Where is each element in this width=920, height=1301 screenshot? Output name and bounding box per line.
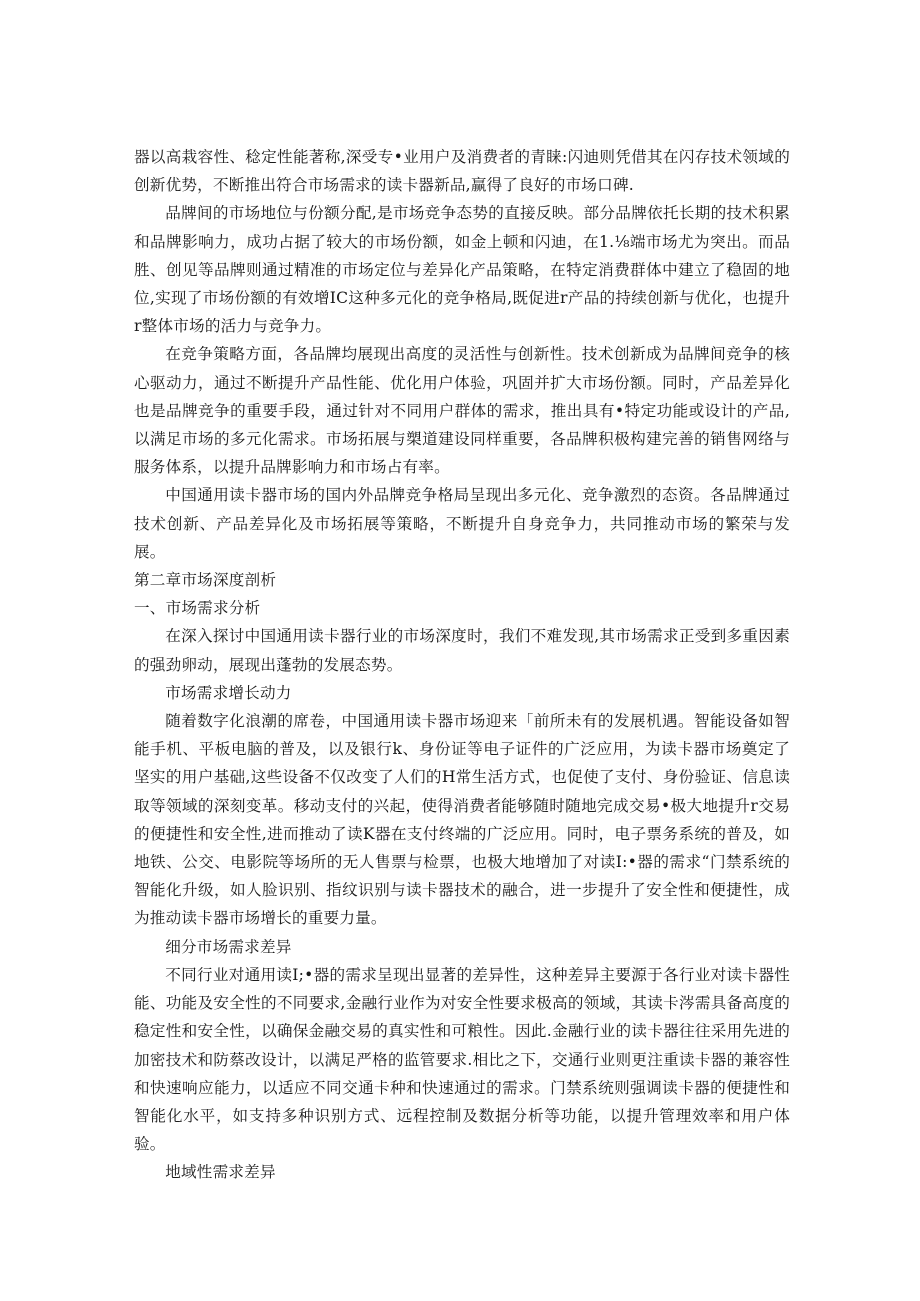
document-page [134,143,790,1187]
paragraph-competition-summary: 中国通用读卡器市场的国内外品牌竞争格局呈现出多元化、竞争激烈的态资。各品牌通过技术创新、产品差异化及市场拓展等策略，不断提升自身竞争力，共同推动市场的繁荣与发展。 [134,486,790,561]
paragraph-growth-drivers: 随着数字化浪潮的席卷，中国通用读卡器市场迎来「前所未有的发展机遇。智能设备如智能手机、平板电脑的普及，以及银行k、身份证等电子证件的广泛应用，为读卡器市场奠定了坚实的用户基础,这些设备不仅改变了人们的H常生活方式，也促使了支付、身份验证、信息读取等领域的深刻变革。移动支付的兴起，使得消费者能够随时随地完成交易•极大地提升r交易的便捷性和安全性,进而推动了读K器在支付终端的广泛应用。同时，电子票务系统的普及，如地铁、公交、电影院等场所的无人售票与检票，也极大地增加了对读I:•器的需求“门禁系统的智能化升级，如人脸识别、指纹识别与读卡器技术的融合，进一步提升了安全性和便捷性，成为推动读卡器市场增长的重要力量。 [134,712,790,928]
section-heading-demand-analysis: 一、市场需求分析 [134,599,261,618]
paragraph-demand-intro: 在深入探讨中国通用读卡器行业的市场深度时，我们不难发现,其市场需求正受到多重因素的强劲卵动，展现出蓬勃的发展态势。 [134,627,790,674]
subheading-regional-differences: 地域性需求差异 [165,1163,276,1182]
paragraph-competition-strategy: 在竞争策略方面，各品牌均展现出高度的灵活性与创新性。技术创新成为品牌间竞争的核心驱动力，通过不断提升产品性能、优化用户体验，巩固并扩大市场份额。同时，产品差异化也是品牌竞争的重要手段，通过针对不同用户群体的需求，推出具有•特定功能或设计的产品,以满足市场的多元化需求。市场拓展与槊道建设同样重要，各品牌积极构建完善的销售网络与服务体系，以提升品牌影响力和市场占有率。 [134,345,790,477]
chapter-heading: 第二章市场深度剖析 [134,571,277,590]
paragraph-market-position: 品牌间的市场地位与份额分配,是市场竞争态势的直接反映。部分品牌依托长期的技术积累和品牌影响力，成功占据了较大的市场份额，如金上顿和闪迪，在1.⅛端市场尤为突出。而品胜、创见等品牌则通过精准的市场定位与差异化产品策略，在特定消费群体中建立了稳固的地位,实现了市场份额的有效增IC这种多元化的竞争格局,既促进r产品的持续创新与优化，也提升r整体市场的活力与竞争力。 [134,204,790,336]
paragraph-segment-differences: 不同行业对通用读I;•器的需求呈现出显著的差异性，这种差异主要源于各行业对读卡器性能、功能及安全性的不同要求,金融行业作为对安全性要求极高的领域，其读卡涔需具备高度的稳定性和安全性，以确保金融交易的真实性和可粮性。因此.金融行业的读卡器往往采用先进的加密技术和防蔡改设计，以满足严格的监管要求.相比之下，交通行业则更注重读卡器的兼容性和快速响应能力，以适应不同交通卡种和快速通过的需求。门禁系统则强调读卡器的便捷性和智能化水平，如支持多种识别方式、远程控制及数据分析等功能，以提升管理效率和用户体验。 [134,965,790,1154]
subheading-growth-drivers: 市场需求增长动力 [165,683,292,702]
paragraph-brand-intro-continued: 器以高栽容性、稔定性能著称,深受专•业用户及消费者的青睐:闪迪则凭借其在闪存技术领域的创新优势，不断推出符合市场需求的读卡器新品,赢得了良好的市场口碑. [134,148,790,195]
subheading-segment-differences: 细分市场需求差异 [165,937,292,956]
